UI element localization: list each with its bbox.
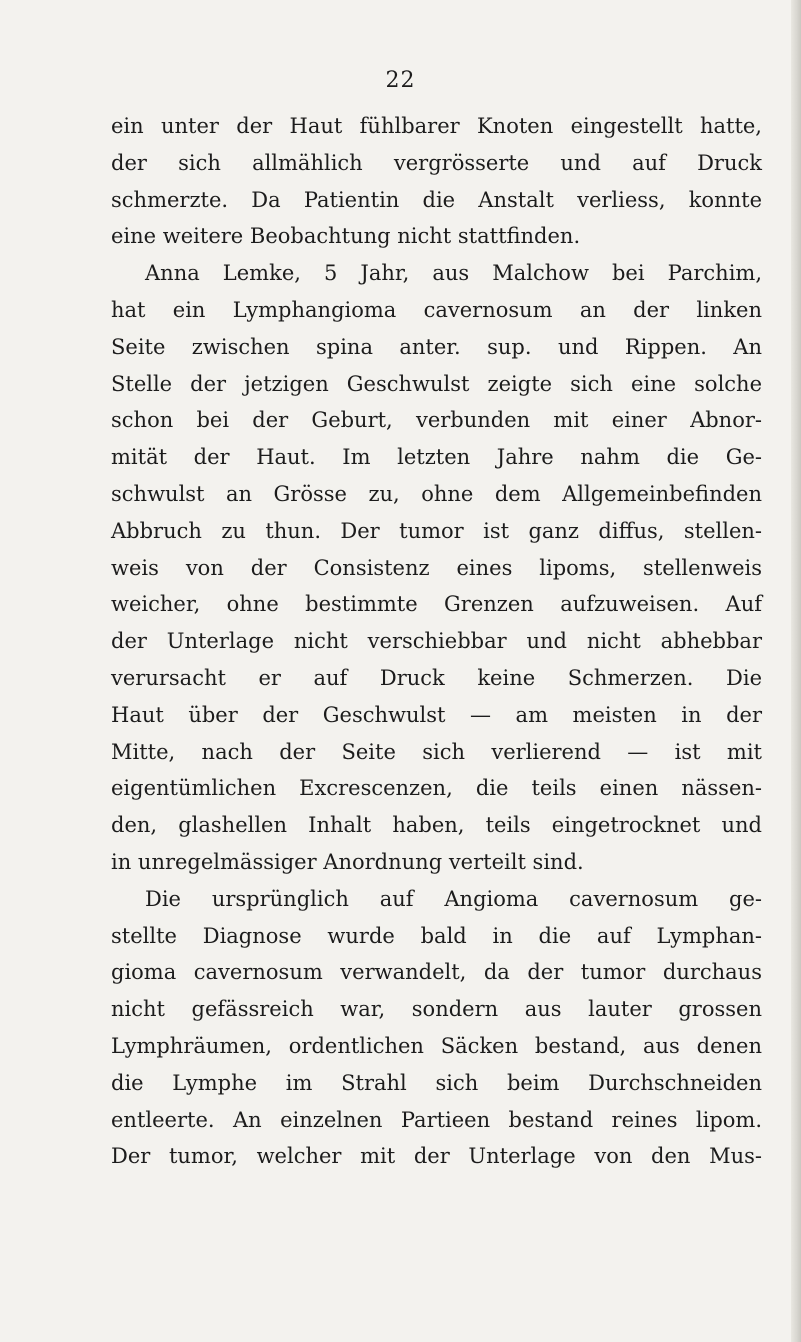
text-line: Der tumor, welcher mit der Unterlage von den Mus-	[111, 1144, 762, 1169]
text-line: eigentümlichen Excrescenzen, die teils einen nässen-	[111, 776, 762, 801]
text-line: hat ein Lymphangioma cavernosum an der linken	[111, 297, 762, 322]
text-line: eine weitere Beobachtung nicht stattfinden.	[111, 224, 581, 249]
text-line: Haut über der Geschwulst — am meisten in der	[111, 702, 762, 727]
text-line: weicher, ohne bestimmte Grenzen aufzuweisen. Auf	[111, 592, 762, 617]
text-line: nicht gefässreich war, sondern aus lauter grossen	[111, 997, 762, 1022]
text-line: schon bei der Geburt, verbunden mit einer Abnor-	[111, 408, 762, 433]
text-line: der sich allmählich vergrösserte und auf Druck	[111, 150, 762, 175]
text-line: Lymphräumen, ordentlichen Säcken bestand, aus denen	[111, 1033, 762, 1058]
text-line: weis von der Consistenz eines lipoms, stellenweis	[111, 555, 762, 580]
text-line: der Unterlage nicht verschiebbar und nicht abhebbar	[111, 629, 762, 654]
text-line: mität der Haut. Im letzten Jahre nahm die Ge-	[111, 445, 762, 470]
page-edge-shadow	[791, 0, 801, 1342]
text-line: stellte Diagnose wurde bald in die auf Lymphan-	[111, 923, 762, 948]
text-line: Anna Lemke, 5 Jahr, aus Malchow bei Parchim,	[145, 261, 762, 286]
text-line: Seite zwischen spina anter. sup. und Rippen. An	[111, 334, 762, 359]
text-line: gioma cavernosum verwandelt, da der tumor durchaus	[111, 960, 762, 985]
text-line: schmerzte. Da Patientin die Anstalt verliess, konnte	[111, 187, 762, 212]
text-line: Mitte, nach der Seite sich verlierend — ist mit	[111, 739, 762, 764]
text-line: Die ursprünglich auf Angioma cavernosum ge-	[145, 886, 762, 911]
text-line: Abbruch zu thun. Der tumor ist ganz diffus, stellen-	[111, 518, 762, 543]
text-line: den, glashellen Inhalt haben, teils eingetrocknet und	[111, 813, 762, 838]
text-line: entleerte. An einzelnen Partieen bestand reines lipom.	[111, 1107, 762, 1132]
text-line: ein unter der Haut fühlbarer Knoten eingestellt hatte,	[111, 114, 762, 138]
text-line: schwulst an Grösse zu, ohne dem Allgemeinbefinden	[111, 481, 762, 506]
text-line: die Lymphe im Strahl sich beim Durchschneiden	[111, 1070, 762, 1095]
text-line: verursacht er auf Druck keine Schmerzen. Die	[111, 665, 762, 690]
text-line: in unregelmässiger Anordnung verteilt sind.	[111, 849, 584, 874]
body-text	[111, 108, 762, 1175]
page-number: 22	[385, 68, 416, 93]
text-line: Stelle der jetzigen Geschwulst zeigte sich eine solche	[111, 371, 762, 396]
